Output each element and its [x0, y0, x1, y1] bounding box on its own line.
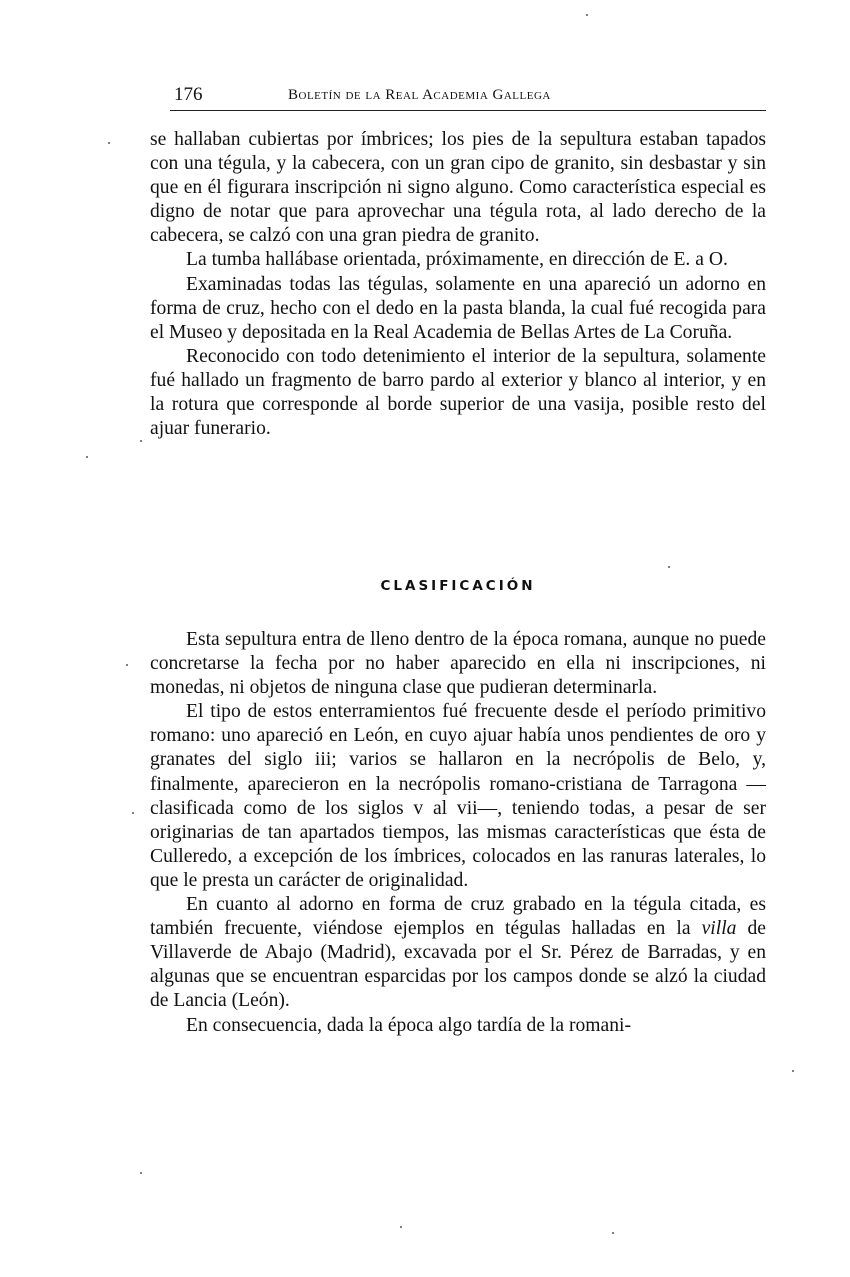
paragraph	[150, 893, 766, 1013]
scan-speck	[126, 664, 128, 666]
body-text-before-heading	[150, 128, 766, 441]
section-heading: CLASIFICACIÓN	[380, 578, 536, 594]
scan-speck	[586, 14, 588, 16]
paragraph: Reconocido con todo detenimiento el interior de la sepultura, solamente fué hallado un fragmento de barro pardo al exterior y blanco al interior, y en la rotura que corresponde al borde superior de una vasija, posible resto del ajuar funerario.	[150, 345, 766, 440]
scan-speck	[108, 142, 110, 144]
scan-speck	[792, 1070, 794, 1072]
paragraph-text: de Villaverde de Abajo (Madrid), excavada por el Sr. Pérez de Barradas, y en algunas que se encuentran esparcidas por los campos donde se alzó la ciudad de Lancia (León).	[150, 918, 766, 1012]
page-number: 176	[174, 84, 203, 105]
paragraph: Examinadas todas las tégulas, solamente en una apareció un adorno en forma de cruz, hecho con el dedo en la pasta blanda, la cual fué recogida para el Museo y depositada en la Real Academia de Bellas Artes de La Coruña.	[150, 273, 766, 343]
scan-speck	[140, 440, 142, 442]
scan-speck	[132, 812, 134, 814]
body-text-after-heading	[150, 628, 766, 1038]
scan-speck	[400, 1226, 402, 1228]
scan-speck	[86, 456, 88, 458]
scan-speck	[668, 566, 670, 568]
paragraph: Esta sepultura entra de lleno dentro de la época romana, aunque no puede concretarse la fecha por no haber aparecido en ella ni inscripciones, ni monedas, ni objetos de ninguna clase que pudieran determinarla.	[150, 629, 766, 699]
italic-term: villa	[701, 918, 737, 940]
paragraph: El tipo de estos enterramientos fué frecuente desde el período primitivo romano: uno apareció en León, en cuyo ajuar había unos pendientes de oro y granates del siglo iii; varios se hallaron en la necrópolis de Belo, y, finalmente, aparecieron en la necrópolis romano-cristiana de Tarragona —clasificada como de los siglos v al vii—, teniendo todas, a pesar de ser originarias de tan apartados tiempos, las mismas características que ésta de Culleredo, a excepción de los ímbrices, colocados en las ranuras laterales, lo que le presta un carácter de originalidad.	[150, 701, 766, 891]
paragraph-text: En cuanto al adorno en forma de cruz grabado en la tégula citada, es también frecuente, viéndose ejemplos en tégulas halladas en la	[150, 894, 766, 940]
scan-speck	[140, 1172, 142, 1174]
paragraph: En consecuencia, dada la época algo tardía de la romani-	[186, 1014, 631, 1036]
scan-speck	[612, 1232, 614, 1234]
page-header	[170, 84, 766, 111]
running-head: Boletín de la Real Academia Gallega	[288, 87, 551, 103]
paragraph: La tumba hallábase orientada, próximamente, en dirección de E. a O.	[186, 249, 728, 271]
paragraph: se hallaban cubiertas por ímbrices; los pies de la sepultura estaban tapados con una tégula, y la cabecera, con un gran cipo de granito, sin desbastar y sin que en él figurara inscripción ni signo alguno. Como característica especial es digno de notar que para aprovechar una tégula rota, al lado derecho de la cabecera, se calzó con una gran piedra de granito.	[150, 129, 766, 247]
